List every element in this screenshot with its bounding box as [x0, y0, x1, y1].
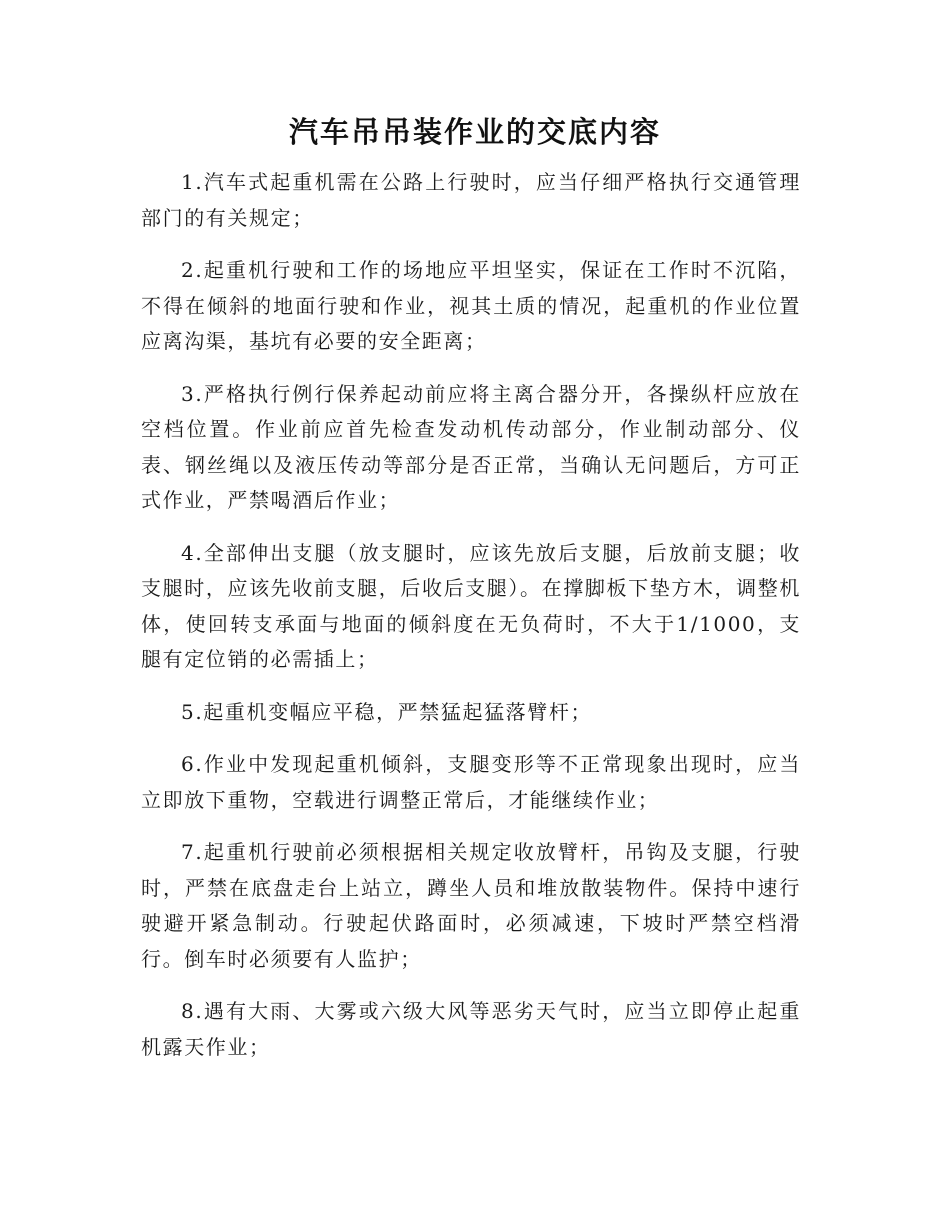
document-body — [141, 165, 801, 1082]
paragraph-4: 4.全部伸出支腿（放支腿时，应该先放后支腿，后放前支腿；收支腿时，应该先收前支腿，后收后支腿）。在撑脚板下垫方木，调整机体，使回转支承面与地面的倾斜度在无负荷时，不大于1/1000，支腿有定位销的必需插上； — [141, 540, 801, 671]
paragraph-8: 8.遇有大雨、大雾或六级大风等恶劣天气时，应当立即停止起重机露天作业； — [141, 999, 801, 1059]
document-title: 汽车吊吊装作业的交底内容 — [288, 115, 661, 149]
paragraph-6: 6.作业中发现起重机倾斜，支腿变形等不正常现象出现时，应当立即放下重物，空载进行调整正常后，才能继续作业； — [141, 752, 801, 812]
paragraph-3: 3.严格执行例行保养起动前应将主离合器分开，各操纵杆应放在空档位置。作业前应首先检查发动机传动部分，作业制动部分、仪表、钢丝绳以及液压传动等部分是否正常，当确认无问题后，方可正式作业，严禁喝酒后作业； — [141, 381, 801, 512]
paragraph-1: 1.汽车式起重机需在公路上行驶时，应当仔细严格执行交通管理部门的有关规定； — [141, 170, 801, 230]
paragraph-5: 5.起重机变幅应平稳，严禁猛起猛落臂杆； — [181, 699, 593, 724]
paragraph-7: 7.起重机行驶前必须根据相关规定收放臂杆，吊钩及支腿，行驶时，严禁在底盘走台上站立，蹲坐人员和堆放散装物件。保持中速行驶避开紧急制动。行驶起伏路面时，必须减速，下坡时严禁空档滑行。倒车时必须要有人监护； — [141, 840, 801, 971]
paragraph-2: 2.起重机行驶和工作的场地应平坦坚实，保证在工作时不沉陷，不得在倾斜的地面行驶和作业，视其土质的情况，起重机的作业位置应离沟渠，基坑有必要的安全距离； — [141, 258, 801, 353]
